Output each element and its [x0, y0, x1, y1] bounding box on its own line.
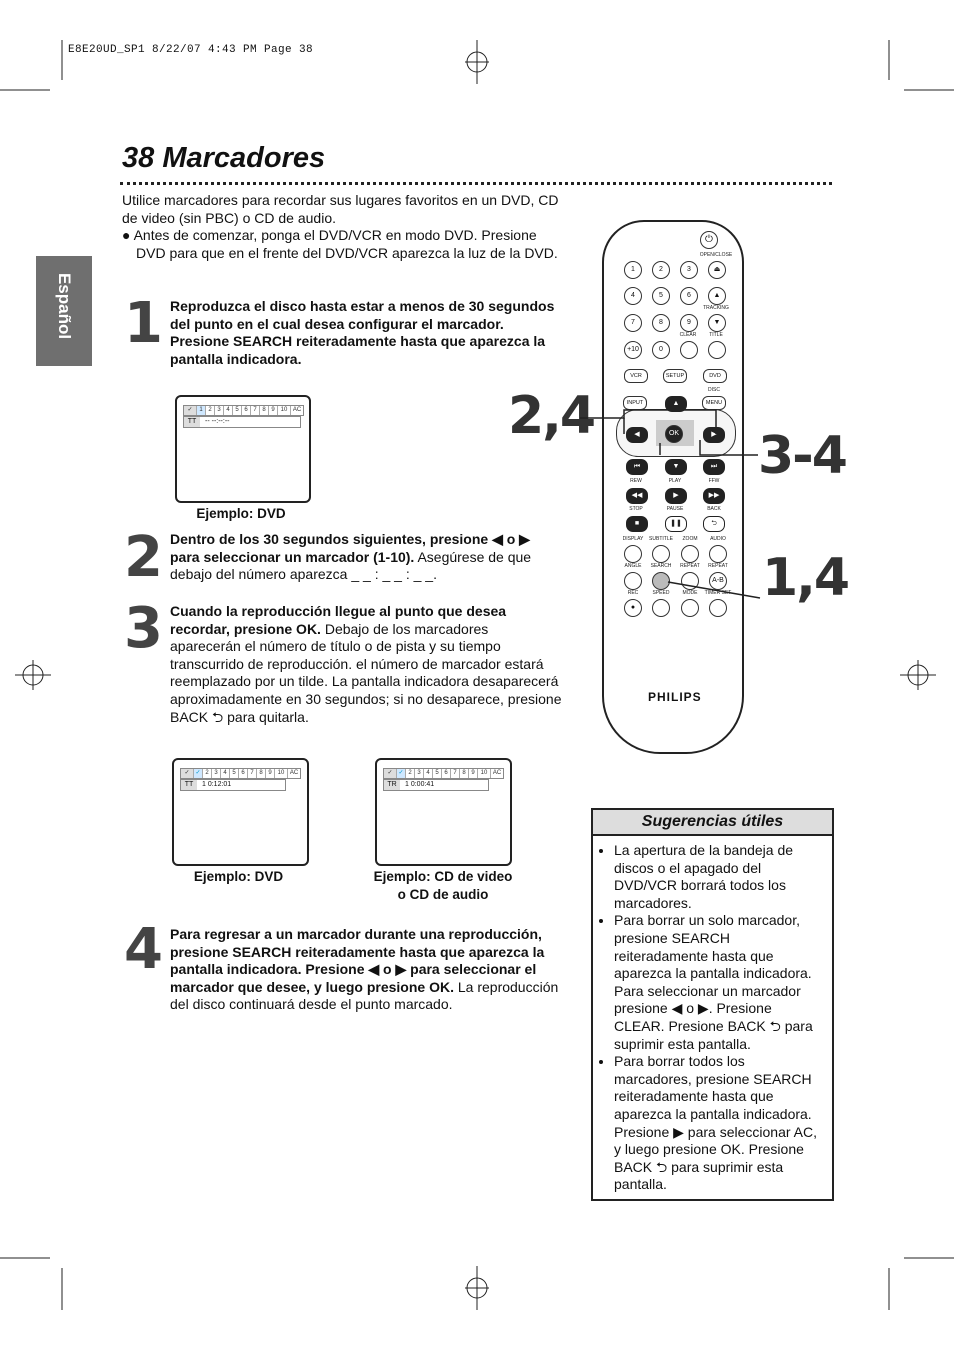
pause-label: PAUSE	[666, 506, 684, 512]
marker-3: 3	[214, 406, 223, 415]
page-title: 38 Marcadores	[122, 142, 326, 174]
step-bold: Para regresar a un marcador durante una reproducción, presione SEARCH reiteradamente hasta que aparezca la pantalla indicadora. Presione ◀ o ▶ para seleccionar el marcador que desee, y luego presione OK.	[170, 926, 545, 995]
caption-dvd-2: Ejemplo: DVD	[193, 869, 284, 884]
step-number: 2	[124, 525, 163, 590]
mode-label: MODE	[682, 590, 698, 596]
fast-forward-icon[interactable]: ▶▶	[703, 488, 725, 504]
clear-label: CLEAR	[679, 332, 697, 338]
marker-9: 9	[268, 406, 277, 415]
right-arrow-icon[interactable]: ▶	[703, 427, 725, 443]
audio-label: AUDIO	[710, 536, 726, 542]
marker-5: 5	[229, 769, 238, 778]
marker-3: 3	[211, 769, 220, 778]
tips-box	[591, 808, 834, 1201]
rewind-icon[interactable]: ◀◀	[626, 488, 648, 504]
ok-button[interactable]: OK	[665, 425, 683, 443]
angle-label: ANGLE	[624, 563, 642, 569]
marker-5: 5	[432, 769, 441, 778]
stop-icon[interactable]: ■	[626, 516, 648, 532]
time-value: 1 0:12:01	[202, 781, 232, 788]
step-number: 4	[124, 917, 163, 982]
caption-line: o CD de audio	[397, 887, 489, 902]
intro-bullet: ● Antes de comenzar, ponga el DVD/VCR en modo DVD. Presione DVD para que en el frente del DVD/VCR aparezca la luz de la DVD.	[122, 227, 558, 261]
speed-label: SPEED	[652, 590, 670, 596]
marker-8: 8	[256, 769, 265, 778]
marker-6: 6	[241, 406, 250, 415]
play-label: PLAY	[668, 478, 682, 484]
marker-check-icon: ✓	[396, 769, 405, 778]
tracking-down-icon[interactable]: ▼	[708, 314, 726, 332]
search-label: SEARCH	[650, 563, 672, 569]
track-label: TR	[384, 780, 400, 790]
timer-set-label: TIMER SET	[704, 590, 732, 596]
marker-2: 2	[202, 769, 211, 778]
marker-ac: AC	[490, 769, 503, 778]
marker-check-icon: ✓	[193, 769, 202, 778]
tip-item: • Para borrar todos los marcadores, presione SEARCH reiteradamente hasta que aparezca la pantalla indicadora. Presione ▶ para seleccionar AC, y luego presione OK. Presione BACK ⮌ para suprimir esta pantalla.	[614, 1053, 826, 1194]
tracking-label: TRACKING	[703, 305, 729, 311]
menu-button[interactable]: MENU	[702, 396, 726, 410]
step-number: 1	[124, 291, 163, 356]
check-icon: ✓	[181, 769, 193, 778]
step-bold: Dentro de los 30 segundos siguientes, presione ◀ o ▶ para seleccionar un marcador (1-10).	[170, 531, 530, 565]
tips-list	[593, 842, 832, 1194]
marker-8: 8	[459, 769, 468, 778]
marker-5: 5	[232, 406, 241, 415]
open-close-label: OPEN/CLOSE	[699, 252, 733, 258]
skip-back-icon[interactable]: ⏮	[626, 459, 648, 475]
digit-5-button[interactable]: 5	[652, 287, 670, 305]
marker-7: 7	[450, 769, 459, 778]
time-value: -- --:--:--	[205, 418, 230, 425]
check-icon: ✓	[184, 406, 196, 415]
marker-7: 7	[247, 769, 256, 778]
tip-item: • Para borrar un solo marcador, presione SEARCH reiteradamente hasta que aparezca la pantalla indicadora. Para seleccionar un marcador presione ◀ o ▶. Presione CLEAR. Presione BACK ⮌ para suprimir esta pantalla.	[614, 912, 826, 1053]
repeat-label: REPEAT	[680, 563, 700, 569]
marker-4: 4	[223, 406, 232, 415]
step-bold: Reproduzca el disco hasta estar a menos de 30 segundos del punto en el cual desea configurar el marcador. Presione SEARCH reiteradamente hasta que aparezca la pantalla indicadora.	[170, 298, 555, 367]
skip-forward-icon[interactable]: ⏭	[703, 459, 725, 475]
brand-logo: PHILIPS	[648, 690, 702, 704]
play-icon[interactable]: ▶	[665, 488, 687, 504]
record-icon[interactable]: ●	[624, 599, 642, 617]
marker-2: 2	[205, 406, 214, 415]
tip-item: • La apertura de la bandeja de discos o el apagado del DVD/VCR borrará todos los marcadores.	[614, 842, 826, 912]
title-label: TITLE	[709, 332, 723, 338]
marker-4: 4	[220, 769, 229, 778]
ffw-label: FFW	[708, 478, 720, 484]
marker-2: 2	[405, 769, 414, 778]
down-arrow-icon[interactable]: ▼	[665, 459, 687, 475]
dvd-button[interactable]: DVD	[703, 369, 727, 383]
marker-6: 6	[441, 769, 450, 778]
digit-8-button[interactable]: 8	[652, 314, 670, 332]
rec-label: REC	[627, 590, 639, 596]
back-label: BACK	[707, 506, 721, 512]
digit-7-button[interactable]: 7	[624, 314, 642, 332]
track-label: TT	[181, 780, 197, 790]
marker-9: 9	[468, 769, 477, 778]
step-normal: Asegúrese de que debajo del número aparezca _ _ : _ _ : _ _.	[170, 548, 532, 583]
marker-6: 6	[238, 769, 247, 778]
plus10-button[interactable]: +10	[624, 341, 642, 359]
marker-10: 10	[277, 406, 290, 415]
marker-10: 10	[477, 769, 490, 778]
callout-2-4: 2,4	[508, 386, 595, 446]
check-icon: ✓	[384, 769, 396, 778]
callout-1-4: 1,4	[762, 548, 849, 608]
marker-4: 4	[423, 769, 432, 778]
subtitle-label: SUBTITLE	[649, 536, 673, 542]
digit-2-button[interactable]: 2	[652, 261, 670, 279]
step-bold: Cuando la reproducción llegue al punto que desea recordar, presione OK.	[170, 603, 507, 637]
up-arrow-icon[interactable]: ▲	[665, 396, 687, 412]
digit-1-button[interactable]: 1	[624, 261, 642, 279]
intro-paragraph: Utilice marcadores para recordar sus lugares favoritos en un DVD, CD de video (sin PBC) o CD de audio.	[122, 192, 559, 226]
caption-line: Ejemplo: CD de video	[373, 869, 513, 884]
input-button[interactable]: INPUT	[623, 396, 647, 410]
digit-9-button[interactable]: 9	[680, 314, 698, 332]
display-label: DISPLAY	[622, 536, 644, 542]
repeat-ab-label: REPEAT	[708, 563, 728, 569]
disc-label: DISC	[708, 387, 720, 393]
caption-dvd-1: Ejemplo: DVD	[196, 506, 286, 521]
marker-10: 10	[274, 769, 287, 778]
zoom-label: ZOOM	[682, 536, 698, 542]
callout-3-4: 3-4	[758, 426, 846, 486]
tracking-up-icon[interactable]: ▲	[708, 287, 726, 305]
track-label: TT	[184, 417, 200, 427]
language-tab-label: Español	[55, 272, 74, 340]
step-number: 3	[124, 596, 163, 661]
eject-icon[interactable]: ⏏	[708, 261, 726, 279]
digit-6-button[interactable]: 6	[680, 287, 698, 305]
ab-button[interactable]: A-B	[709, 572, 727, 590]
print-slug: E8E20UD_SP1 8/22/07 4:43 PM Page 38	[68, 44, 314, 56]
tips-heading: Sugerencias útiles	[593, 810, 832, 836]
time-value: 1 0:00:41	[405, 781, 435, 788]
marker-3: 3	[414, 769, 423, 778]
setup-button[interactable]: SETUP	[663, 369, 687, 383]
digit-3-button[interactable]: 3	[680, 261, 698, 279]
marker-1: 1	[196, 406, 205, 415]
back-icon[interactable]: ⮌	[703, 516, 725, 532]
digit-4-button[interactable]: 4	[624, 287, 642, 305]
marker-7: 7	[250, 406, 259, 415]
vcr-button[interactable]: VCR	[624, 369, 648, 383]
rew-label: REW	[630, 478, 642, 484]
marker-ac: AC	[290, 406, 303, 415]
left-arrow-icon[interactable]: ◀	[626, 427, 648, 443]
step-normal: La reproducción del disco continuará desde el punto marcado.	[170, 978, 559, 1013]
step-normal: Debajo de los marcadores aparecerán el número de título o de pista y su tiempo transcurrido de reproducción. el número de marcador estará reemplazado por un tilde. La pantalla indicadora desaparecerá aproximadamente en 30 segundos; si no desaparece, presione BACK ⮌ para quitarla.	[170, 620, 562, 725]
marker-ac: AC	[287, 769, 300, 778]
marker-8: 8	[259, 406, 268, 415]
marker-9: 9	[265, 769, 274, 778]
digit-0-button[interactable]: 0	[652, 341, 670, 359]
power-icon[interactable]: ⏻	[700, 231, 718, 249]
pause-icon[interactable]: ❚❚	[665, 516, 687, 532]
stop-label: STOP	[629, 506, 643, 512]
